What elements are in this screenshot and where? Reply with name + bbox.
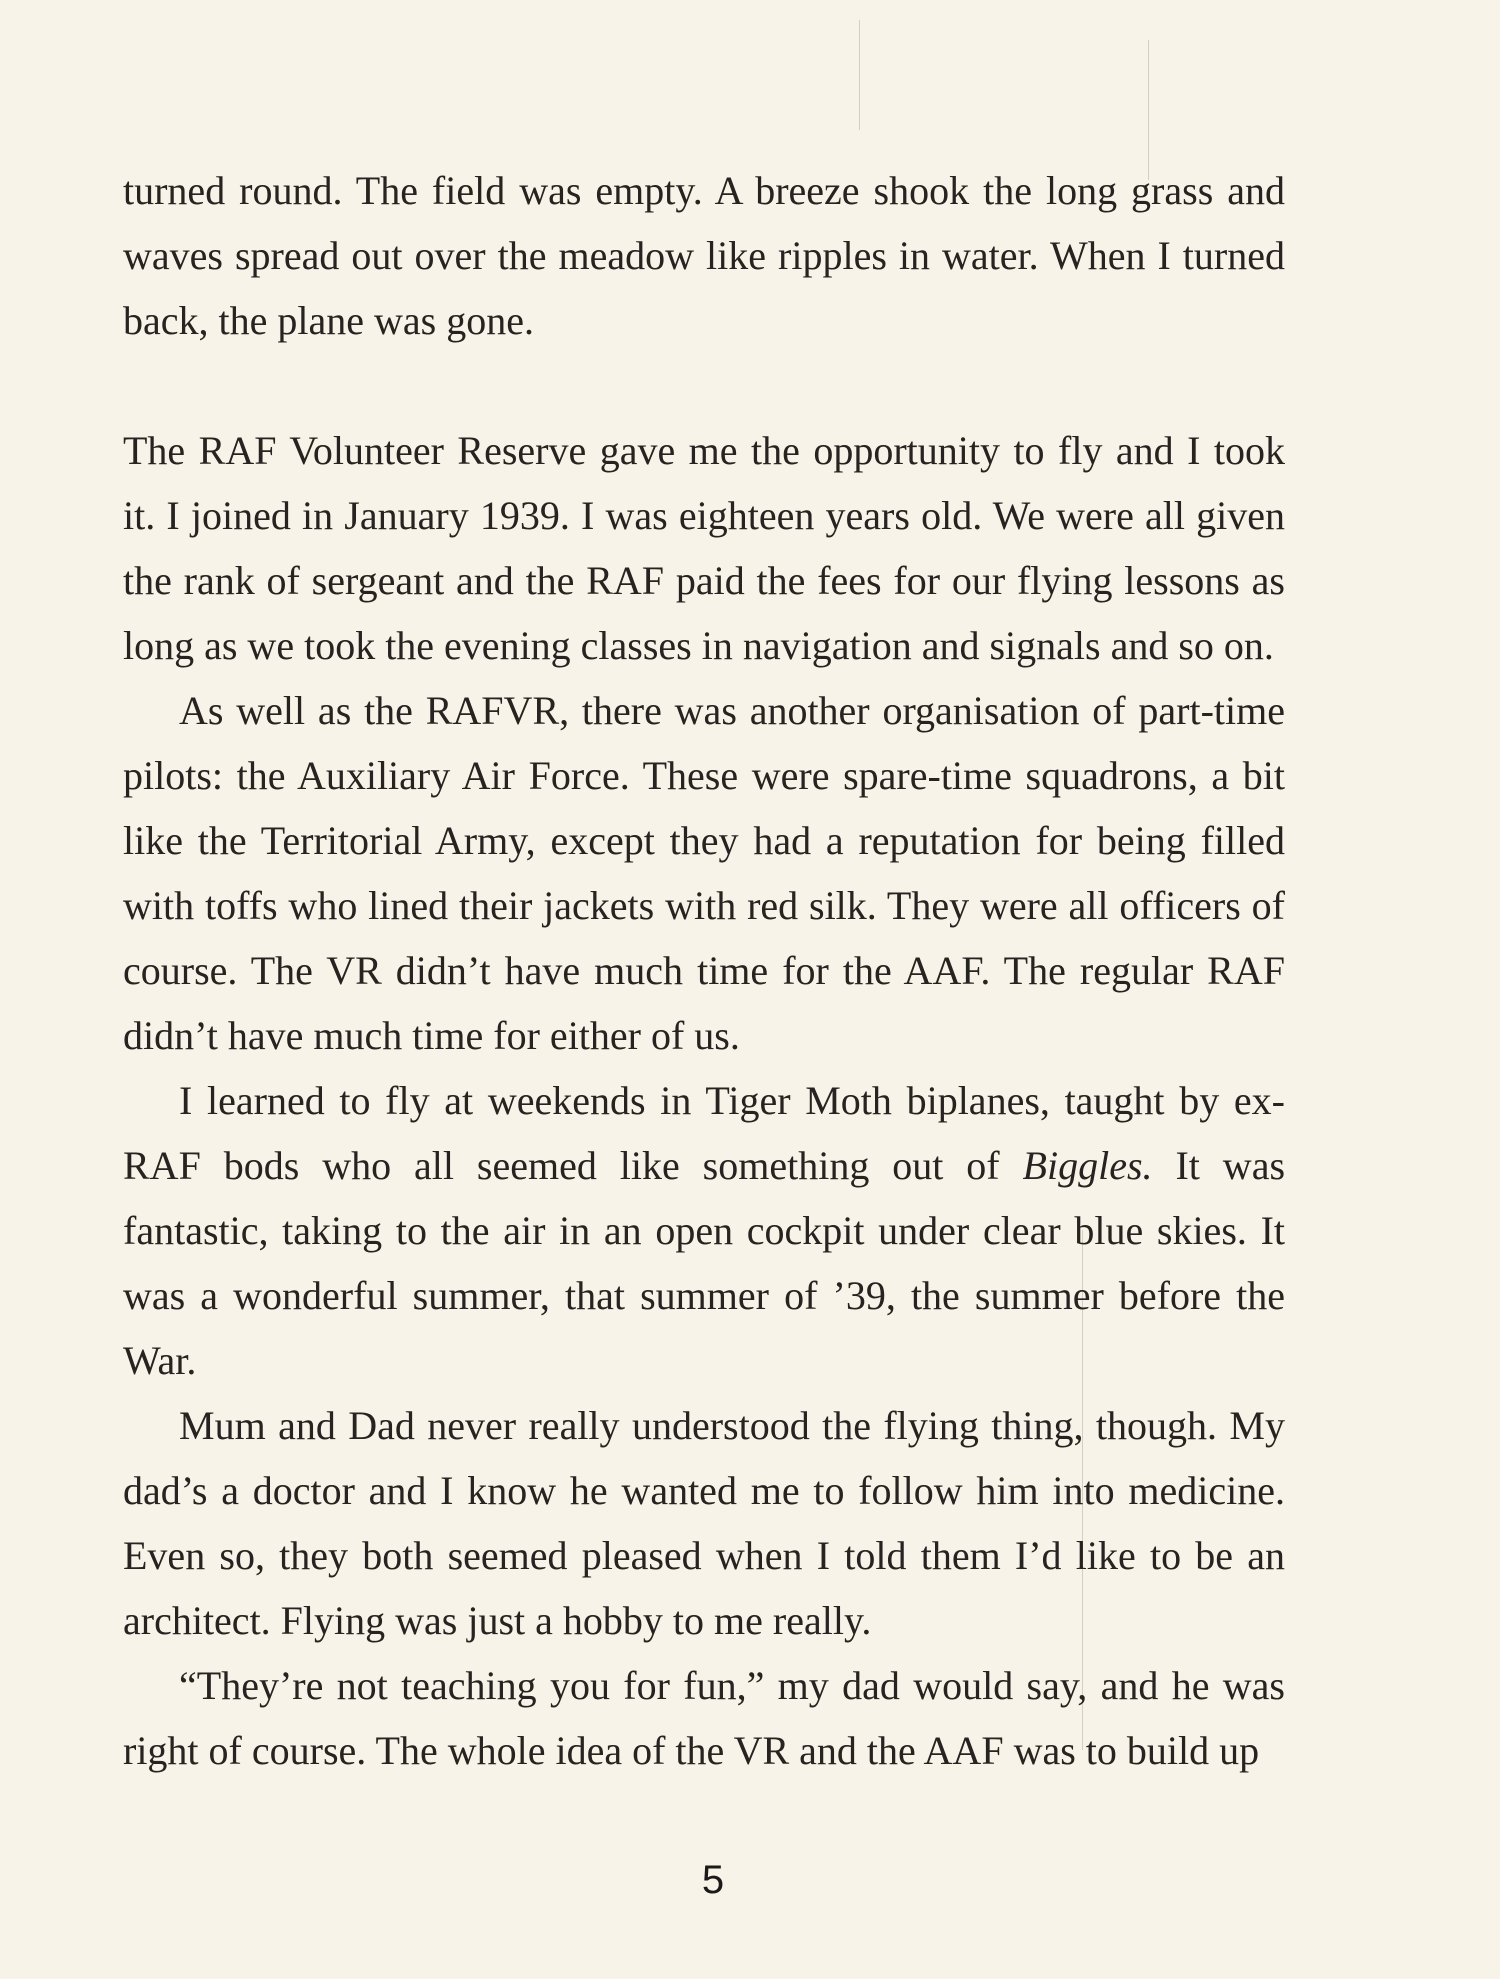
page-crease: [859, 20, 860, 130]
page-number: 5: [701, 1858, 725, 1902]
paragraph-4: [123, 1068, 1285, 1393]
paragraph-6: “They’re not teaching you for fun,” my dad would say, and he was right of course. The whole idea of the VR and the AAF was to build up: [123, 1663, 1285, 1773]
paragraph-5: Mum and Dad never really understood the flying thing, though. My dad’s a doctor and I know he wanted me to follow him into medicine. Even so, they both seemed pleased when I told them I’d like to be an architect. Flying was just a hobby to me really.: [123, 1403, 1285, 1643]
paragraph-2: The RAF Volunteer Reserve gave me the opportunity to fly and I took it. I joined in January 1939. I was eighteen years old. We were all given the rank of sergeant and the RAF paid the fees for our flying lessons as long as we took the evening classes in navigation and signals and so on.: [123, 428, 1285, 668]
body-text: [123, 158, 1285, 1783]
book-title-biggles: Biggles.: [1022, 1143, 1153, 1188]
paragraph-1: turned round. The field was empty. A breeze shook the long grass and waves spread out over the meadow like ripples in water. When I turned back, the plane was gone.: [123, 168, 1285, 343]
paragraph-4-before: I learned to fly at weekends in Tiger Moth biplanes, taught by ex-RAF bods who all seemed like something out of: [123, 1078, 1285, 1188]
paragraph-3: As well as the RAFVR, there was another organisation of part-time pilots: the Auxiliary Air Force. These were spare-time squadrons, a bit like the Territorial Army, except they had a reputation for being filled with toffs who lined their jackets with red silk. They were all officers of course. The VR didn’t have much time for the AAF. The regular RAF didn’t have much time for either of us.: [123, 688, 1285, 1058]
paragraph-4-after: It was fantastic, taking to the air in an open cockpit under clear blue skies. It was a wonderful summer, that summer of ’39, the summer before the War.: [123, 1143, 1286, 1383]
